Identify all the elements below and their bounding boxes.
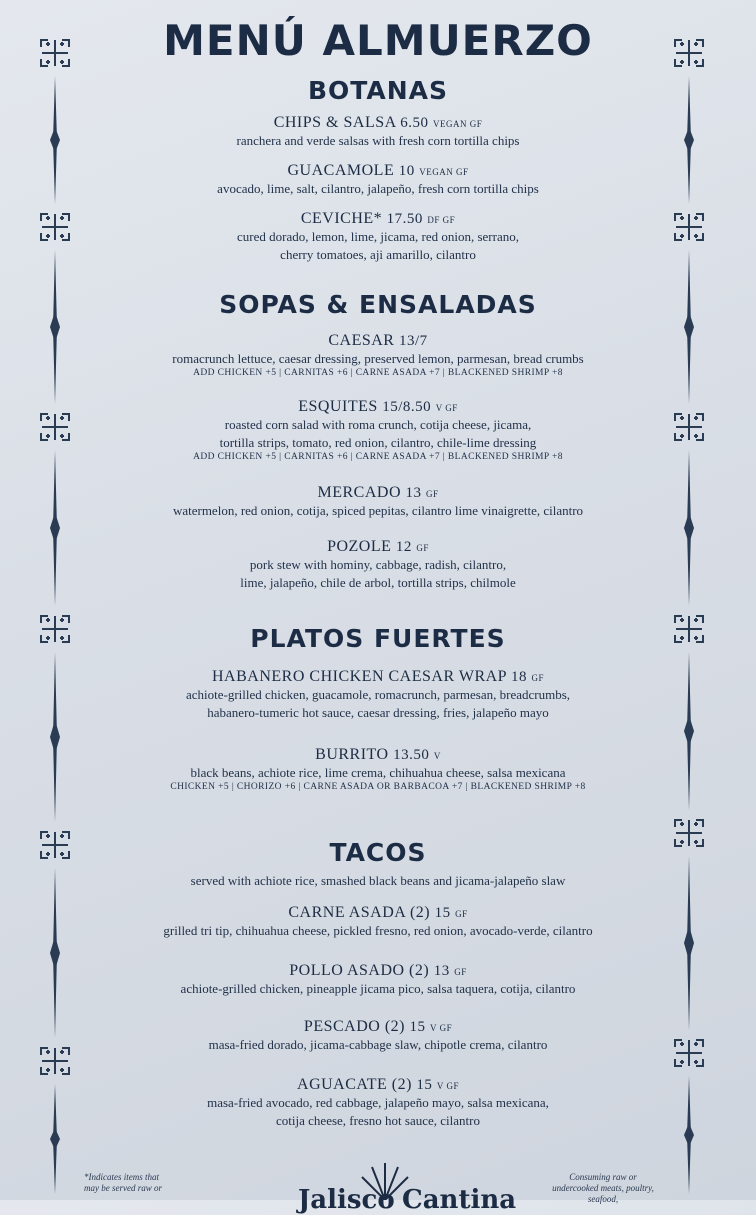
item-name: CEVICHE*	[300, 210, 383, 227]
item-price: 13	[433, 963, 450, 979]
item-price: 13.50	[393, 747, 430, 763]
cross-ornament-icon	[38, 410, 72, 444]
item-name: BURRITO	[315, 746, 389, 763]
item-price: 10	[398, 163, 415, 179]
logo-text-left: Jalisco	[298, 1185, 395, 1215]
item-name-line	[100, 746, 656, 764]
cross-ornament-icon	[672, 210, 706, 244]
item-name: HABANERO CHICKEN CAESAR WRAP	[212, 668, 507, 685]
spike-divider-icon	[48, 868, 62, 1038]
item-price: 15	[409, 1019, 426, 1035]
cross-ornament-icon	[672, 1036, 706, 1070]
item-price: 15	[416, 1077, 433, 1093]
item-name-line	[100, 162, 656, 180]
item-price: 6.50	[400, 115, 429, 131]
item-description: lime, jalapeño, chile de arbol, tortilla strips, chilmole	[240, 575, 516, 590]
item-description: avocado, lime, salt, cilantro, jalapeño, fresh corn tortilla chips	[217, 181, 539, 196]
item-price: 15	[434, 905, 451, 921]
menu-title: MENÚ ALMUERZO	[163, 16, 593, 65]
item-name-line	[100, 538, 656, 556]
section-subtitle: served with achiote rice, smashed black beans and jicama-jalapeño slaw	[190, 873, 566, 888]
item-tags: VEGAN GF	[433, 119, 483, 129]
cross-ornament-icon	[38, 210, 72, 244]
menu-item	[100, 398, 656, 462]
spike-divider-icon	[48, 76, 62, 204]
spike-divider-icon	[48, 450, 62, 606]
menu-item	[100, 162, 656, 198]
item-name-line	[100, 210, 656, 228]
left-ornament-rail	[30, 0, 90, 1200]
item-description: watermelon, red onion, cotija, spiced pepitas, cilantro lime vinaigrette, cilantro	[172, 503, 584, 518]
item-description: ranchera and verde salsas with fresh corn tortilla chips	[236, 133, 520, 148]
item-price: 18	[510, 669, 527, 685]
restaurant-logo	[290, 1155, 517, 1215]
item-name-line	[100, 904, 656, 922]
item-name: POLLO ASADO (2)	[289, 962, 430, 979]
spike-divider-icon	[682, 450, 696, 606]
spike-divider-icon	[682, 1076, 696, 1194]
item-tags: VEGAN GF	[419, 167, 469, 177]
spike-divider-icon	[682, 250, 696, 404]
cross-ornament-icon	[672, 816, 706, 850]
spike-divider-icon	[682, 76, 696, 204]
cross-ornament-icon	[672, 612, 706, 646]
item-name-line	[100, 1018, 656, 1036]
menu-item	[100, 484, 656, 520]
item-name-line	[100, 332, 656, 350]
item-name: GUACAMOLE	[287, 162, 395, 179]
item-addons: CHICKEN +5 | CHORIZO +6 | CARNE ASADA OR BARBACOA +7 | BLACKENED SHRIMP +8	[170, 782, 586, 792]
menu-item	[100, 668, 656, 722]
item-price: 15/8.50	[382, 399, 432, 415]
item-description: cured dorado, lemon, lime, jicama, red onion, serrano,	[237, 229, 519, 244]
menu-item	[100, 1076, 656, 1130]
item-name: AGUACATE (2)	[297, 1076, 412, 1093]
footer-right-note: Consuming raw or undercooked meats, poultry, seafood,	[552, 1172, 654, 1204]
spike-divider-icon	[48, 250, 62, 404]
item-tags: GF	[531, 673, 544, 683]
item-description: roasted corn salad with roma crunch, cotija cheese, jicama,	[224, 417, 532, 432]
section-title: PLATOS FUERTES	[250, 624, 506, 653]
item-description: achiote-grilled chicken, pineapple jicama pico, salsa taquera, cotija, cilantro	[180, 981, 576, 996]
cross-ornament-icon	[38, 828, 72, 862]
item-description: cotija cheese, fresno hot sauce, cilantro	[276, 1113, 480, 1128]
item-tags: DF GF	[427, 215, 456, 225]
item-name: MERCADO	[317, 484, 401, 501]
item-name: CHIPS & SALSA	[273, 114, 396, 131]
item-addons: ADD CHICKEN +5 | CARNITAS +6 | CARNE ASADA +7 | BLACKENED SHRIMP +8	[193, 368, 563, 378]
item-description: habanero-tumeric hot sauce, caesar dressing, fries, jalapeño mayo	[207, 705, 549, 720]
menu-item	[100, 538, 656, 592]
item-description: achiote-grilled chicken, guacamole, romacrunch, parmesan, breadcrumbs,	[185, 687, 571, 702]
item-name: PESCADO (2)	[303, 1018, 405, 1035]
menu-item	[100, 210, 656, 264]
footer-left-note: *Indicates items that may be served raw or	[84, 1172, 162, 1193]
item-name-line	[100, 668, 656, 686]
logo-text-right: Cantina	[402, 1185, 517, 1215]
item-name-line	[100, 962, 656, 980]
item-addons: ADD CHICKEN +5 | CARNITAS +6 | CARNE ASADA +7 | BLACKENED SHRIMP +8	[193, 452, 563, 462]
spike-divider-icon	[682, 856, 696, 1030]
spike-divider-icon	[48, 652, 62, 822]
item-name-line	[100, 1076, 656, 1094]
right-ornament-rail	[668, 0, 728, 1200]
item-name-line	[100, 114, 656, 132]
spike-divider-icon	[48, 1084, 62, 1194]
item-tags: V GF	[436, 1081, 459, 1091]
item-tags: GF	[416, 543, 429, 553]
item-price: 17.50	[386, 211, 423, 227]
section-title: SOPAS & ENSALADAS	[219, 290, 537, 319]
item-description: black beans, achiote rice, lime crema, chihuahua cheese, salsa mexicana	[190, 765, 566, 780]
menu-item	[100, 962, 656, 998]
item-tags: V GF	[429, 1023, 453, 1033]
menu-item	[100, 114, 656, 150]
item-description: masa-fried dorado, jicama-cabbage slaw, chipotle crema, cilantro	[208, 1037, 548, 1052]
item-name-line	[100, 398, 656, 416]
item-tags: GF	[454, 967, 467, 977]
item-price: 12	[395, 539, 412, 555]
item-name: POZOLE	[327, 538, 392, 555]
item-name-line	[100, 484, 656, 502]
menu-item	[100, 1018, 656, 1054]
item-tags: GF	[455, 909, 468, 919]
menu-item	[100, 746, 656, 792]
item-name: CARNE ASADA (2)	[288, 904, 431, 921]
menu-item	[100, 904, 656, 940]
item-name: CAESAR	[328, 332, 395, 349]
item-price: 13/7	[398, 333, 428, 349]
cross-ornament-icon	[38, 612, 72, 646]
item-description: grilled tri tip, chihuahua cheese, pickled fresno, red onion, avocado-verde, cilantro	[163, 923, 593, 938]
item-description: cherry tomatoes, aji amarillo, cilantro	[280, 247, 476, 262]
item-description: masa-fried avocado, red cabbage, jalapeño mayo, salsa mexicana,	[207, 1095, 549, 1110]
item-tags: GF	[426, 489, 439, 499]
item-description: romacrunch lettuce, caesar dressing, preserved lemon, parmesan, bread crumbs	[172, 351, 584, 366]
item-description: tortilla strips, tomato, red onion, cilantro, chile-lime dressing	[219, 435, 537, 450]
spike-divider-icon	[682, 652, 696, 810]
menu-item	[100, 332, 656, 378]
section-title: TACOS	[329, 838, 427, 867]
item-description: pork stew with hominy, cabbage, radish, cilantro,	[249, 557, 507, 572]
item-tags: V GF	[435, 403, 458, 413]
item-name: ESQUITES	[298, 398, 378, 415]
cross-ornament-icon	[672, 410, 706, 444]
section-title: BOTANAS	[307, 76, 449, 105]
item-price: 13	[405, 485, 422, 501]
item-tags: V	[433, 751, 441, 761]
cross-ornament-icon	[38, 1044, 72, 1078]
